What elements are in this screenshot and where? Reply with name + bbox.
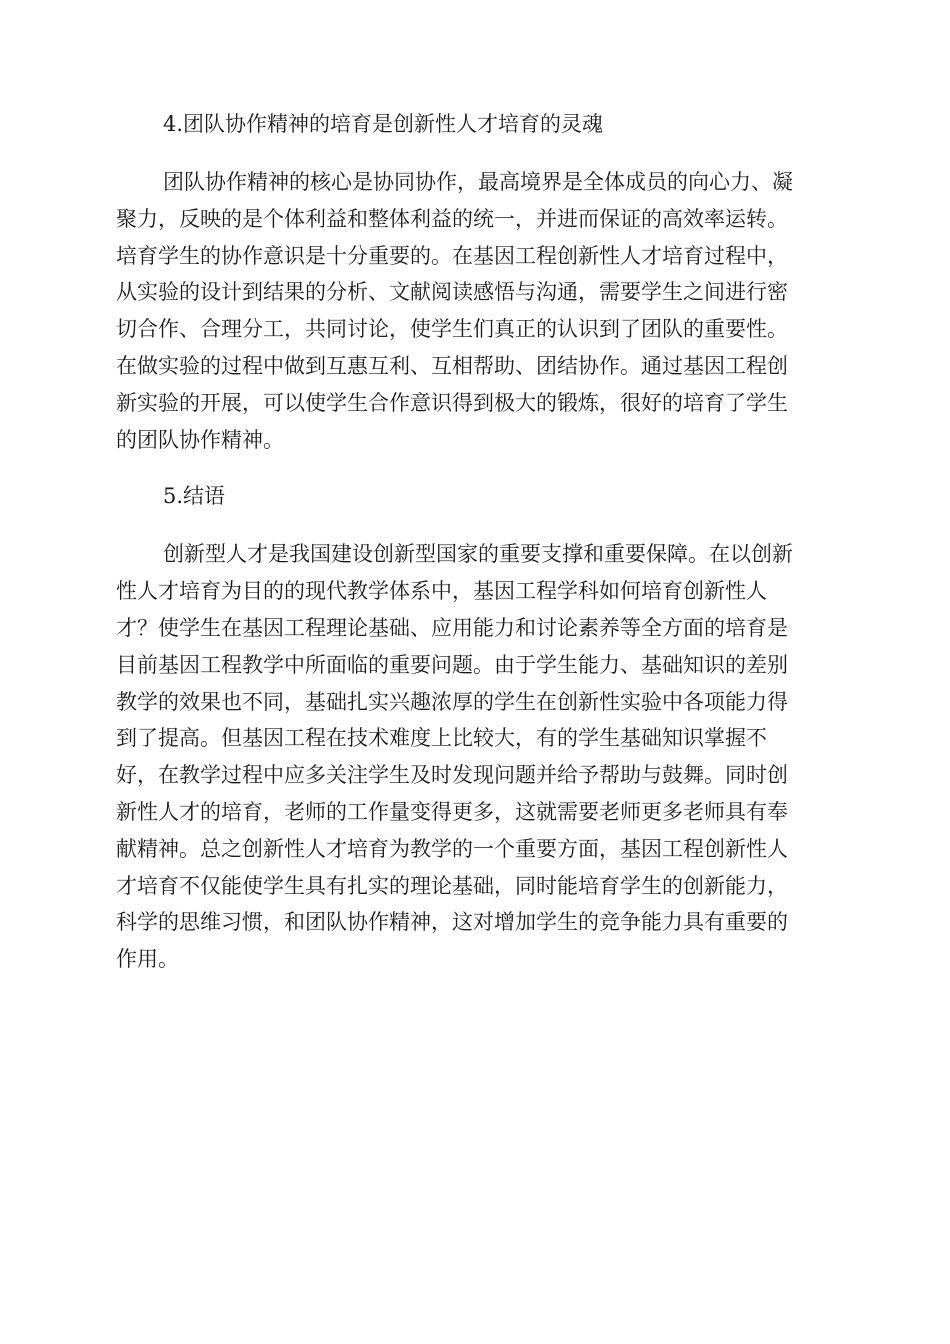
section-4-paragraph bbox=[116, 164, 834, 458]
paragraph-line: 在做实验的过程中做到互惠互利、互相帮助、团结协作。通过基因工程创 bbox=[116, 353, 788, 378]
paragraph-line: 作用。 bbox=[116, 947, 179, 972]
paragraph-line: 聚力，反映的是个体利益和整体利益的统一，并进而保证的高效率运转。 bbox=[116, 206, 788, 231]
paragraph-line: 科学的思维习惯，和团队协作精神，这对增加学生的竞争能力具有重要的 bbox=[116, 910, 788, 935]
paragraph-line: 从实验的设计到结果的分析、文献阅读感悟与沟通，需要学生之间进行密 bbox=[116, 280, 788, 305]
section-5-paragraph bbox=[116, 536, 834, 978]
paragraph-line: 的团队协作精神。 bbox=[116, 427, 284, 452]
paragraph-line: 目前基因工程教学中所面临的重要问题。由于学生能力、基础知识的差别 bbox=[116, 652, 788, 677]
paragraph-line: 培育学生的协作意识是十分重要的。在基因工程创新性人才培育过程中， bbox=[116, 243, 788, 268]
paragraph-line: 教学的效果也不同，基础扎实兴趣浓厚的学生在创新性实验中各项能力得 bbox=[116, 689, 788, 714]
paragraph-line: 才？使学生在基因工程理论基础、应用能力和讨论素养等全方面的培育是 bbox=[116, 615, 788, 640]
section-heading-4: 4.团队协作精神的培育是创新性人才培育的灵魂 bbox=[163, 112, 604, 136]
paragraph-line: 切合作、合理分工，共同讨论，使学生们真正的认识到了团队的重要性。 bbox=[116, 317, 788, 342]
paragraph-line: 才培育不仅能使学生具有扎实的理论基础，同时能培育学生的创新能力， bbox=[116, 873, 788, 898]
paragraph-line: 新性人才的培育，老师的工作量变得更多，这就需要老师更多老师具有奉 bbox=[116, 799, 788, 824]
section-heading-5: 5.结语 bbox=[163, 484, 226, 509]
paragraph-line: 性人才培育为目的的现代教学体系中，基因工程学科如何培育创新性人 bbox=[116, 579, 767, 604]
paragraph-line: 新实验的开展，可以使学生合作意识得到极大的锻炼，很好的培育了学生 bbox=[116, 390, 788, 415]
paragraph-line: 好，在教学过程中应多关注学生及时发现问题并给予帮助与鼓舞。同时创 bbox=[116, 763, 788, 788]
document-page bbox=[116, 106, 834, 978]
paragraph-line: 献精神。总之创新性人才培育为教学的一个重要方面，基因工程创新性人 bbox=[116, 836, 788, 861]
paragraph-line: 团队协作精神的核心是协同协作，最高境界是全体成员的向心力、凝 bbox=[163, 170, 793, 194]
paragraph-line: 到了提高。但基因工程在技术难度上比较大，有的学生基础知识掌握不 bbox=[116, 726, 767, 751]
paragraph-line: 创新型人才是我国建设创新型国家的重要支撑和重要保障。在以创新 bbox=[163, 542, 793, 567]
